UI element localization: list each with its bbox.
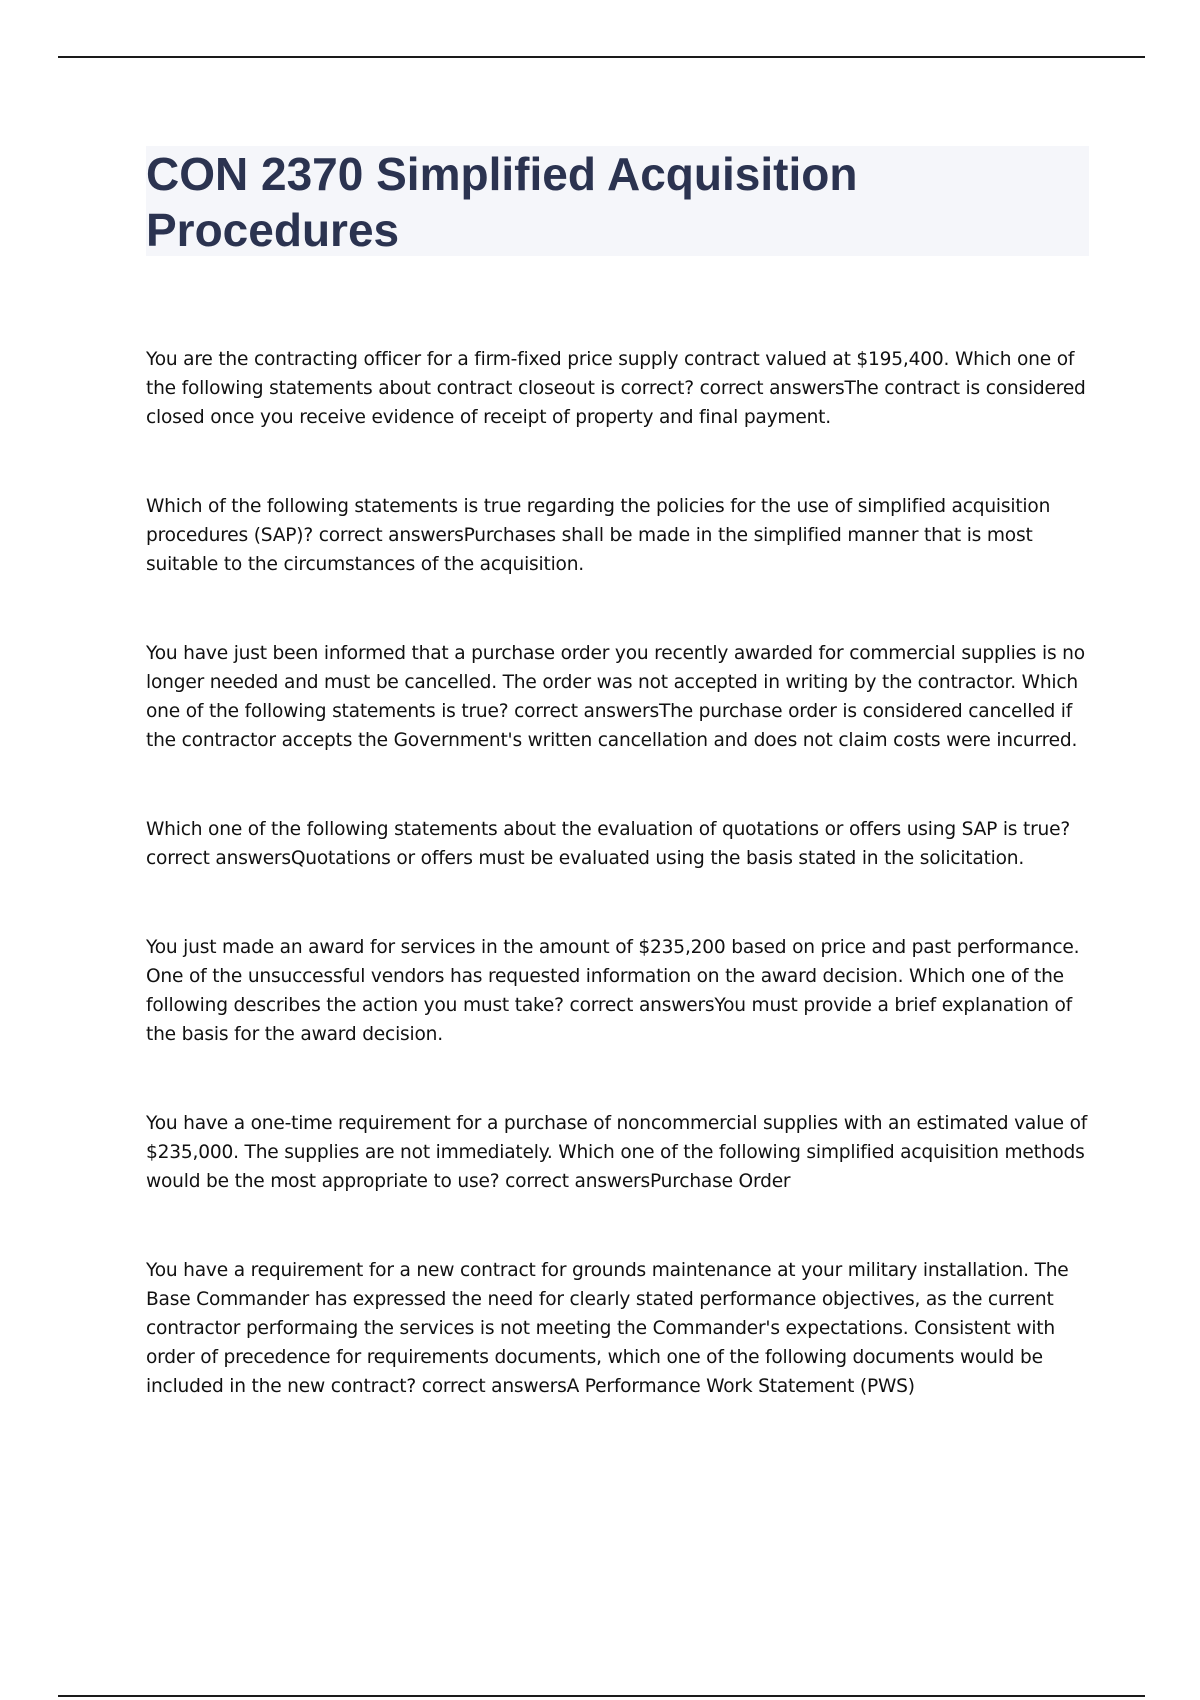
qa-item-5: You just made an award for services in the amount of $235,200 based on price and past performance. One of the unsuccessful vendors has requested information on the award decision. Which one of the following describes the action you must take? correct answersYou must provide a brief explanation of the basis for the award decision. bbox=[146, 937, 1080, 1045]
qa-item-2: Which of the following statements is true regarding the policies for the use of simplified acquisition procedures (SAP)? correct answersPurchases shall be made in the simplified manner that is most suitable to the circumstances of the acquisition. bbox=[146, 496, 1051, 575]
title-block bbox=[146, 146, 1089, 256]
qa-item-1: You are the contracting officer for a firm-fixed price supply contract valued at $195,400. Which one of the following statements about contract closeout is correct? correct answersThe contract is considered closed once you receive evidence of receipt of property and final payment. bbox=[146, 349, 1086, 428]
qa-list bbox=[146, 345, 1091, 1401]
qa-item-6: You have a one-time requirement for a purchase of noncommercial supplies with an estimated value of $235,000. The supplies are not immediately. Which one of the following simplified acquisition methods would be the most appropriate to use? correct answersPurchase Order bbox=[146, 1113, 1088, 1192]
qa-item-3: You have just been informed that a purchase order you recently awarded for commercial supplies is no longer needed and must be cancelled. The order was not accepted in writing by the contractor. Which one of the following statements is true? correct answersThe purchase order is considered cancelled if the contractor accepts the Government's written cancellation and does not claim costs were incurred. bbox=[146, 643, 1085, 751]
bottom-rule bbox=[58, 1695, 1145, 1697]
document-title: CON 2370 Simplified Acquisition Procedures bbox=[146, 148, 858, 256]
top-rule bbox=[58, 56, 1145, 58]
qa-item-7: You have a requirement for a new contract for grounds maintenance at your military installation. The Base Commander has expressed the need for clearly stated performance objectives, as the current contractor performaing the services is not meeting the Commander's expectations. Consistent with order of precedence for requirements documents, which one of the following documents would be included in the new contract? correct answersA Performance Work Statement (PWS) bbox=[146, 1260, 1069, 1397]
qa-item-4: Which one of the following statements about the evaluation of quotations or offers using SAP is true? correct answersQuotations or offers must be evaluated using the basis stated in the solicitation. bbox=[146, 819, 1071, 869]
